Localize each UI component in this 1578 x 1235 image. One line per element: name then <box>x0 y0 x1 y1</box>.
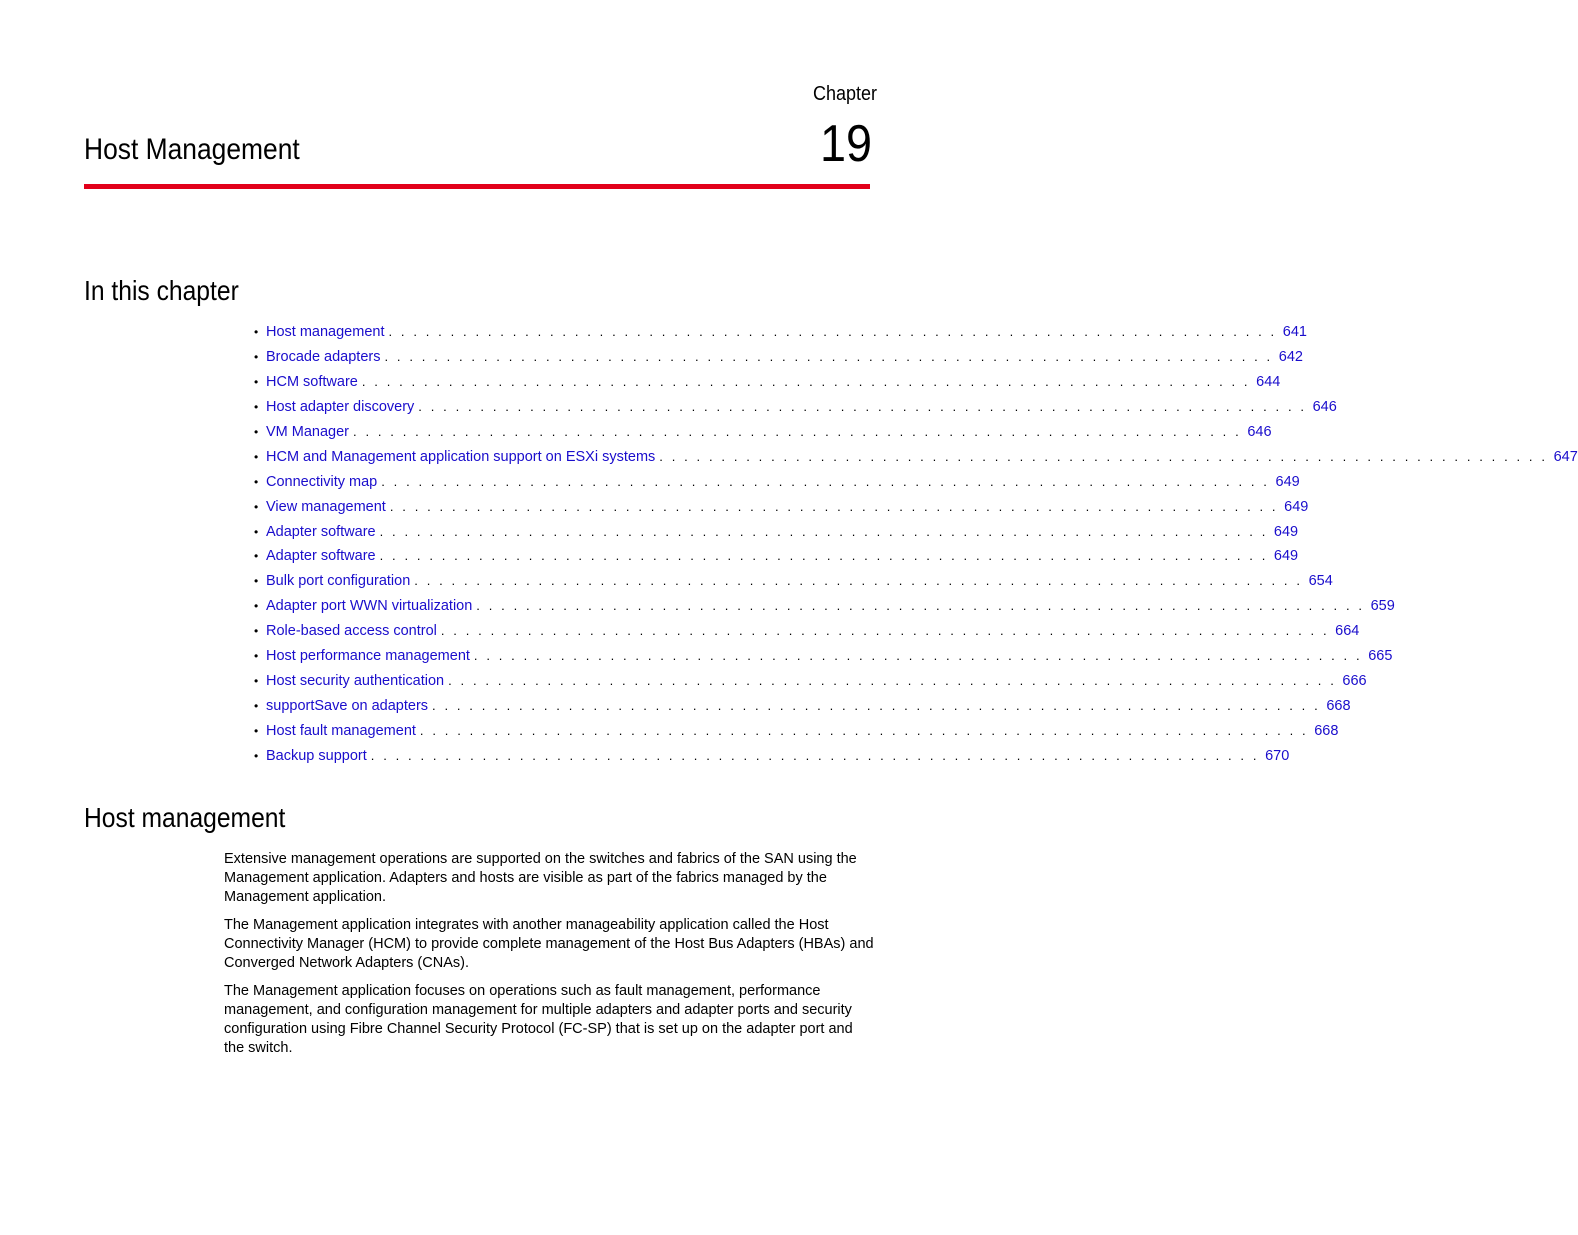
chapter-number: 19 <box>819 115 872 173</box>
toc-leader-dots: . . . . . . . . . . . . . . . . . . . . . . . . . . . . . . . . . . . . . . . . . . . . . . . . . . . . . . . . . . . . . . . . . . . . . . . . <box>370 747 1260 763</box>
toc-leader-dots: . . . . . . . . . . . . . . . . . . . . . . . . . . . . . . . . . . . . . . . . . . . . . . . . . . . . . . . . . . . . . . . . . . . . . . . . <box>448 673 1337 689</box>
bullet-icon: • <box>254 325 259 339</box>
toc-item[interactable] <box>254 544 1299 569</box>
toc-leader-dots: . . . . . . . . . . . . . . . . . . . . . . . . . . . . . . . . . . . . . . . . . . . . . . . . . . . . . . . . . . . . . . . . . . . . . . . . <box>361 373 1251 389</box>
bullet-icon: • <box>254 699 259 714</box>
bullet-icon: • <box>254 474 259 489</box>
toc-item-page[interactable]: 646 <box>1247 423 1272 440</box>
toc-item[interactable] <box>254 719 1339 744</box>
toc-leader-dots: . . . . . . . . . . . . . . . . . . . . . . . . . . . . . . . . . . . . . . . . . . . . . . . . . . . . . . . . . . . . . . . . . . . . . . . . <box>379 548 1268 564</box>
toc-item-page[interactable]: 665 <box>1368 648 1393 665</box>
toc-leader-dots: . . . . . . . . . . . . . . . . . . . . . . . . . . . . . . . . . . . . . . . . . . . . . . . . . . . . . . . . . . . . . . . . . . . . . . . . <box>418 398 1307 414</box>
toc-item-label[interactable]: supportSave on adapters <box>266 698 429 715</box>
toc-item[interactable] <box>254 644 1393 669</box>
toc-item-label[interactable]: Connectivity map <box>266 473 378 490</box>
toc-item[interactable] <box>254 445 1578 470</box>
toc-item[interactable] <box>254 495 1309 520</box>
section-heading: Host management <box>84 802 286 833</box>
toc-item-label[interactable]: Host management <box>266 324 385 340</box>
toc-leader-dots: . . . . . . . . . . . . . . . . . . . . . . . . . . . . . . . . . . . . . . . . . . . . . . . . . . . . . . . . . . . . . . . . . . . . . . . . <box>432 698 1321 714</box>
toc-item-page[interactable]: 654 <box>1308 573 1333 590</box>
toc-item-label[interactable]: Adapter software <box>266 548 376 565</box>
toc-item[interactable] <box>254 420 1272 445</box>
body-paragraph: The Management application focuses on operations such as fault management, performance management, and configuration management for multiple adapters and adapter ports and security configuration using Fibre Channel Security Protocol (FC-SP) that is set up on the adapter port and the switch. <box>224 983 853 1056</box>
toc-item-page[interactable]: 642 <box>1278 348 1303 365</box>
bullet-icon: • <box>254 599 259 614</box>
toc-item-label[interactable]: HCM and Management application support on ESXi systems <box>266 448 656 465</box>
bullet-icon: • <box>254 349 259 364</box>
toc-item-label[interactable]: Brocade adapters <box>266 348 381 365</box>
bullet-icon: • <box>254 549 259 564</box>
toc-item-label[interactable]: Role-based access control <box>266 623 437 640</box>
bullet-icon: • <box>254 449 259 464</box>
toc-leader-dots: . . . . . . . . . . . . . . . . . . . . . . . . . . . . . . . . . . . . . . . . . . . . . . . . . . . . . . . . . . . . . . . . . . . . . . . . <box>659 448 1548 464</box>
section-body <box>224 850 874 1067</box>
toc-item-page[interactable]: 668 <box>1314 723 1339 739</box>
toc-item-page[interactable]: 641 <box>1282 324 1307 340</box>
toc-item-page[interactable]: 649 <box>1273 523 1299 540</box>
toc-item-label[interactable]: Backup support <box>266 747 367 764</box>
toc-item-page[interactable]: 659 <box>1370 598 1395 615</box>
toc-item-label[interactable]: Adapter port WWN virtualization <box>266 598 473 615</box>
body-paragraph: The Management application integrates with another manageability application called the Host Connectivity Manager (HCM) to provide complete management of the Host Bus Adapters (HBAs) and Converged Network Adapters (CNAs). <box>224 917 874 971</box>
toc-leader-dots: . . . . . . . . . . . . . . . . . . . . . . . . . . . . . . . . . . . . . . . . . . . . . . . . . . . . . . . . . . . . . . . . . . . . . . . . <box>389 498 1279 514</box>
toc-item-label[interactable]: Host fault management <box>266 723 416 739</box>
toc-leader-dots: . . . . . . . . . . . . . . . . . . . . . . . . . . . . . . . . . . . . . . . . . . . . . . . . . . . . . . . . . . . . . . . . . . . . . . . . <box>353 423 1242 439</box>
toc-item[interactable] <box>254 669 1367 694</box>
toc-item-label[interactable]: View management <box>266 498 386 515</box>
chapter-title: Host Management <box>84 133 300 166</box>
toc-item[interactable] <box>254 694 1351 719</box>
toc-item[interactable] <box>254 320 1307 345</box>
toc-leader-dots: . . . . . . . . . . . . . . . . . . . . . . . . . . . . . . . . . . . . . . . . . . . . . . . . . . . . . . . . . . . . . . . . . . . . . . . . <box>476 598 1365 614</box>
toc-item[interactable] <box>254 370 1281 395</box>
toc-item[interactable] <box>254 744 1290 769</box>
toc-item[interactable] <box>254 594 1395 619</box>
chapter-title-rule <box>84 184 870 189</box>
toc-leader-dots: . . . . . . . . . . . . . . . . . . . . . . . . . . . . . . . . . . . . . . . . . . . . . . . . . . . . . . . . . . . . . . . . . . . . . . . . <box>388 324 1277 339</box>
toc-item[interactable] <box>254 395 1337 420</box>
toc-item-page[interactable]: 649 <box>1275 473 1300 490</box>
toc-item-page[interactable]: 649 <box>1284 498 1309 515</box>
toc-item-page[interactable]: 649 <box>1273 548 1299 565</box>
bullet-icon: • <box>254 424 259 439</box>
toc-leader-dots: . . . . . . . . . . . . . . . . . . . . . . . . . . . . . . . . . . . . . . . . . . . . . . . . . . . . . . . . . . . . . . . . . . . . . . . . <box>384 348 1273 364</box>
bullet-icon: • <box>254 524 259 539</box>
toc-item-page[interactable]: 670 <box>1265 747 1290 764</box>
toc-item-label[interactable]: Host adapter discovery <box>266 398 415 415</box>
toc-item-label[interactable]: HCM software <box>266 373 358 390</box>
bullet-icon: • <box>254 674 259 689</box>
toc-item-label[interactable]: Bulk port configuration <box>266 573 411 590</box>
toc-item-page[interactable]: 646 <box>1312 398 1337 415</box>
toc-item[interactable] <box>254 345 1303 370</box>
toc-item-page[interactable]: 647 <box>1553 448 1578 465</box>
bullet-icon: • <box>254 748 259 763</box>
toc-item-page[interactable]: 666 <box>1342 673 1367 690</box>
chapter-label: Chapter <box>812 83 877 105</box>
toc-leader-dots: . . . . . . . . . . . . . . . . . . . . . . . . . . . . . . . . . . . . . . . . . . . . . . . . . . . . . . . . . . . . . . . . . . . . . . . . <box>414 573 1303 589</box>
bullet-icon: • <box>254 399 259 414</box>
toc-item-label[interactable]: VM Manager <box>266 423 350 440</box>
bullet-icon: • <box>254 649 259 664</box>
bullet-icon: • <box>254 374 259 389</box>
toc-list <box>254 320 1578 769</box>
toc-item-page[interactable]: 668 <box>1326 698 1351 715</box>
toc-item[interactable] <box>254 569 1333 594</box>
toc-item-page[interactable]: 664 <box>1335 623 1360 640</box>
bullet-icon: • <box>254 724 259 738</box>
toc-item[interactable] <box>254 470 1300 495</box>
toc-item-page[interactable]: 644 <box>1256 373 1281 390</box>
bullet-icon: • <box>254 624 259 639</box>
bullet-icon: • <box>254 499 259 514</box>
toc-heading: In this chapter <box>84 275 239 306</box>
toc-leader-dots: . . . . . . . . . . . . . . . . . . . . . . . . . . . . . . . . . . . . . . . . . . . . . . . . . . . . . . . . . . . . . . . . . . . . . . . . <box>440 623 1330 639</box>
toc-leader-dots: . . . . . . . . . . . . . . . . . . . . . . . . . . . . . . . . . . . . . . . . . . . . . . . . . . . . . . . . . . . . . . . . . . . . . . . . <box>419 723 1309 738</box>
toc-item-label[interactable]: Adapter software <box>266 523 376 540</box>
toc-leader-dots: . . . . . . . . . . . . . . . . . . . . . . . . . . . . . . . . . . . . . . . . . . . . . . . . . . . . . . . . . . . . . . . . . . . . . . . . <box>379 523 1268 539</box>
toc-leader-dots: . . . . . . . . . . . . . . . . . . . . . . . . . . . . . . . . . . . . . . . . . . . . . . . . . . . . . . . . . . . . . . . . . . . . . . . . <box>473 648 1363 664</box>
toc-item-label[interactable]: Host security authentication <box>266 673 445 690</box>
toc-item[interactable] <box>254 619 1360 644</box>
body-paragraph: Extensive management operations are supported on the switches and fabrics of the SAN using the Management application. Adapters and hosts are visible as part of the fabrics managed by the Management application. <box>224 851 857 905</box>
bullet-icon: • <box>254 574 259 589</box>
toc-item-label[interactable]: Host performance management <box>266 648 470 665</box>
toc-leader-dots: . . . . . . . . . . . . . . . . . . . . . . . . . . . . . . . . . . . . . . . . . . . . . . . . . . . . . . . . . . . . . . . . . . . . . . . . <box>381 473 1270 489</box>
toc-item[interactable] <box>254 520 1299 545</box>
